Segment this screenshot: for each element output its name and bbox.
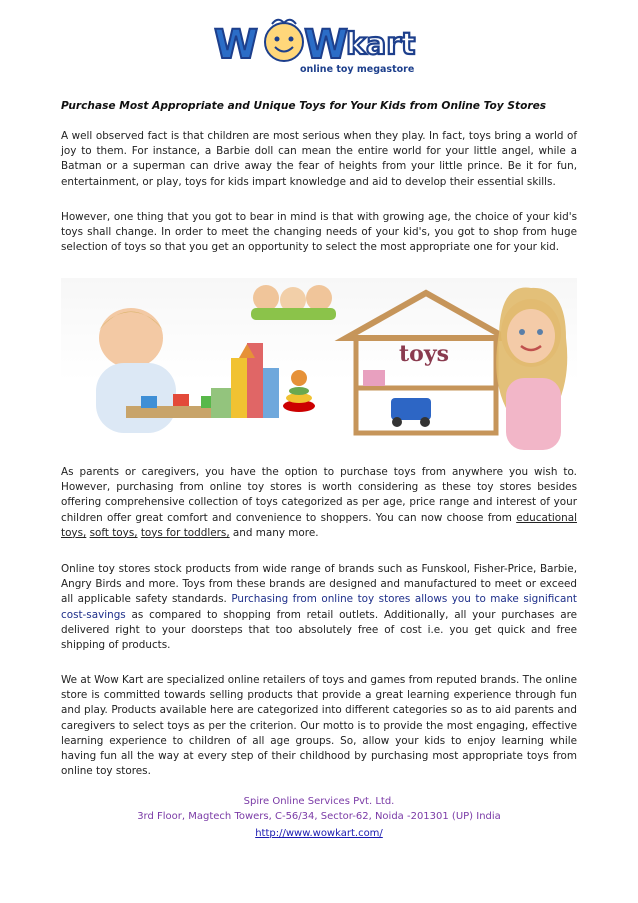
- link-educational-toys[interactable]: educational toys,: [61, 511, 577, 539]
- paragraph-3: [61, 465, 577, 541]
- paragraph-4-text-start: Online toy stores stock products from wide range of brands such as Funskool, Fisher-Price, Barbie, Angry Birds and more. Toys from these brands are designed and manufactured to meet or exceed all applicable safety standards.: [61, 563, 577, 606]
- footer-address: 3rd Floor, Magtech Towers, C-56/34, Sector-62, Noida -201301 (UP) India: [137, 811, 501, 822]
- paragraph-3-text-start: As parents or caregivers, you have the option to purchase toys from anywhere you wish to. However, purchasing from online toy stores is worth considering as these toy stores besides offering comprehensive collection of toys categorized as per age, price range and interest of your children offer great comfort and convenience to shoppers. You can now choose from: [61, 466, 577, 524]
- banner-label: toys: [399, 341, 450, 367]
- footer-url-link[interactable]: http://www.wowkart.com/: [255, 828, 383, 839]
- svg-text:W: W: [304, 22, 349, 68]
- link-soft-toys[interactable]: soft toys,: [89, 526, 138, 539]
- link-online-toy-stores[interactable]: Purchasing from online toy stores allows you to make significant cost-savings: [61, 593, 577, 621]
- toys-banner-image: [61, 278, 577, 450]
- paragraph-4-text-end: as compared to shopping from retail outlets. Additionally, all your purchases are delivered right to your doorsteps that too absolutely free of cost i.e. you get quick and free shipping of products.: [61, 608, 577, 652]
- link-toys-for-toddlers[interactable]: toys for toddlers,: [140, 526, 230, 539]
- logo-tagline: online toy megastore: [300, 64, 415, 75]
- paragraph-4: [61, 562, 577, 653]
- paragraph-1: A well observed fact is that children are most serious when they play. In fact, toys bring a world of joy to them. For instance, a Barbie doll can mean the entire world for your little angel, while a Batman or a superman can drive away the fear of heights from your little prince. Be it for fun, entertainment, or play, toys for kids impart knowledge and aid to develop their essential skills.: [61, 130, 577, 188]
- paragraph-2: However, one thing that you got to bear in mind is that with growing age, the choice of your kid's toys shall change. In order to meet the changing needs of your kid's, you got to shop from huge selection of toys so that you get an opportunity to select the most appropriate one for your kid.: [61, 211, 577, 254]
- paragraph-3-text-end: and many more.: [229, 526, 319, 539]
- banner-illustration: [61, 278, 577, 450]
- paragraph-5: We at Wow Kart are specialized online retailers of toys and games from reputed brands. The online store is committed towards selling products that provide a great learning experience through fun and play. Products available here are categorized into different categories so as to aid parents and caregivers to select toys as per the criterion. Our motto is to provide the most engaging, effective learning experience to children of all age groups. So, allow your kids to enjoy learning while having fun all the way at every step of their childhood by purchasing most appropriate toys from online toy stores.: [61, 674, 577, 778]
- footer-company: Spire Online Services Pvt. Ltd.: [243, 796, 395, 807]
- svg-text:W: W: [214, 22, 259, 68]
- logo-brand-right: kart: [346, 27, 416, 62]
- article-title: Purchase Most Appropriate and Unique Toys for Your Kids from Online Toy Stores: [61, 100, 547, 112]
